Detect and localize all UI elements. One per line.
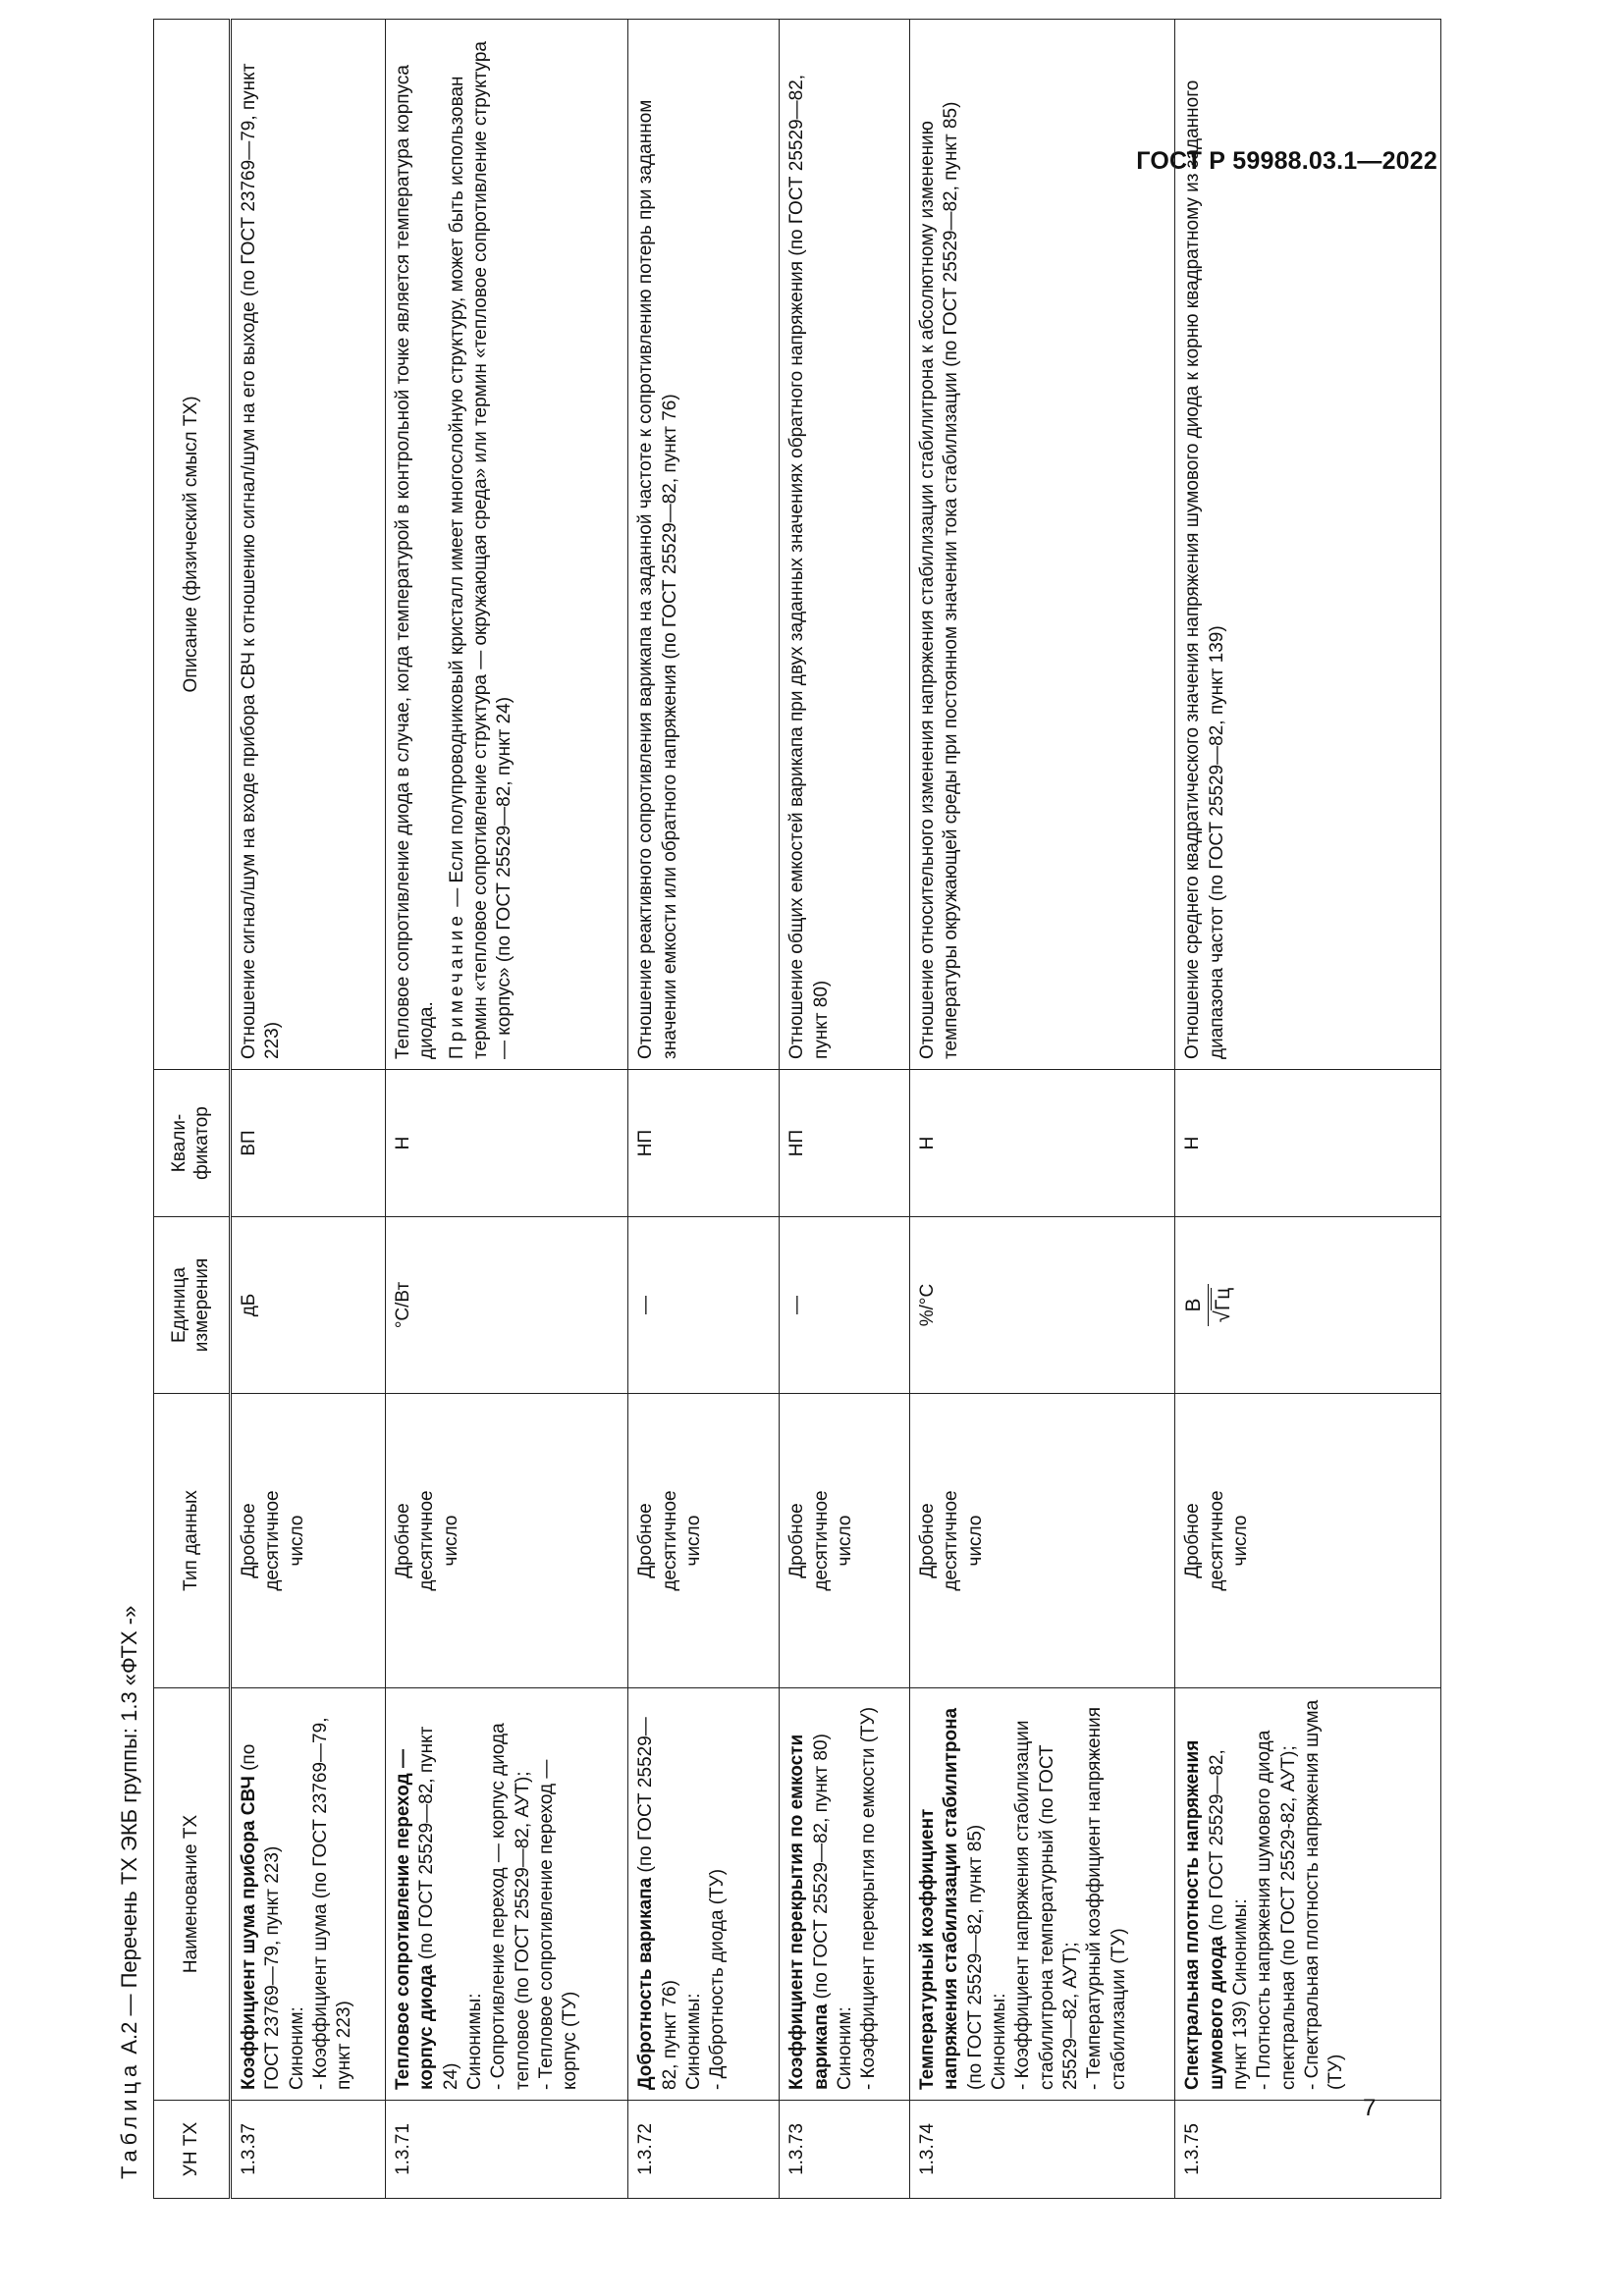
- cell-unit: дБ: [231, 1217, 386, 1394]
- cell-description: Отношение общих емкостей варикапа при двух заданных значениях обратного напряжения (по ГОСТ 25529—82, пункт 80): [780, 20, 910, 1070]
- dtype-l3: число: [440, 1515, 461, 1567]
- table-row: [386, 20, 628, 2199]
- cell-name: [628, 1688, 780, 2101]
- dtype-l1: Дробное: [786, 1503, 808, 1578]
- col-header-qualifier: [154, 1070, 231, 1217]
- cell-unit: °С/Вт: [386, 1217, 628, 1394]
- synonym-item: - Добротность диода (ТУ): [707, 1868, 729, 2090]
- cell-name: [386, 1688, 628, 2101]
- synonym-item: - Температурный коэффициент напряжения стабилизации (ТУ): [1084, 1706, 1129, 2090]
- cell-code: 1.3.37: [231, 2101, 386, 2199]
- cell-code: 1.3.72: [628, 2101, 780, 2199]
- description-note: [446, 29, 517, 1059]
- dtype-l3: число: [286, 1515, 307, 1567]
- synonym-item: - Плотность напряжения шумового диода спектральная (по ГОСТ 25529-82, АУТ);: [1254, 1730, 1299, 2090]
- note-label: Примечание: [446, 912, 467, 1059]
- cell-dtype: [1175, 1394, 1441, 1688]
- name-bold: Тепловое сопротивление переход — корпус диода: [393, 1749, 438, 2090]
- dtype-l1: Дробное: [393, 1503, 414, 1578]
- col-header-qual-l2: фикатор: [191, 1106, 212, 1180]
- col-header-qual-l1: Квали-: [169, 1113, 190, 1173]
- dtype-l3: число: [964, 1515, 986, 1567]
- synonyms-label: Синонимы:: [989, 1993, 1010, 2090]
- name-rest: (по ГОСТ 25529—82, пункт 80): [810, 1734, 832, 2004]
- cell-name: [780, 1688, 910, 2101]
- cell-dtype: [386, 1394, 628, 1688]
- cell-description: Отношение среднего квадратического значения напряжения шумового диода к корню квадратному из заданного диапазона частот (по ГОСТ 25529—82, пункт 139): [1175, 20, 1441, 1070]
- dtype-l3: число: [1230, 1515, 1252, 1567]
- cell-dtype: [628, 1394, 780, 1688]
- rotated-table-block: [108, 20, 1443, 2199]
- table-row: [1175, 20, 1441, 2199]
- unit-fraction: [1181, 1284, 1237, 1326]
- cell-dtype: [780, 1394, 910, 1688]
- cell-code: 1.3.71: [386, 2101, 628, 2199]
- unit-denominator: [1209, 1284, 1237, 1326]
- synonym-item: - Коэффициент шума (по ГОСТ 23769—79, пункт 223): [309, 1717, 355, 2090]
- name-bold: Коэффициент перекрытия по емкости варикапа: [786, 1734, 832, 2090]
- synonym-item: - Спектральная плотность напряжения шума (ТУ): [1302, 1699, 1347, 2090]
- synonyms-label: Синонимы:: [464, 1993, 486, 2090]
- col-header-unit-l2: измерения: [191, 1257, 212, 1353]
- dtype-l2: десятичное: [810, 1490, 832, 1591]
- synonyms-label: Синоним:: [286, 2006, 307, 2090]
- cell-description: [386, 20, 628, 1070]
- description-text: Тепловое сопротивление диода в случае, когда температурой в контрольной точке является температура корпуса диода.: [393, 65, 438, 1059]
- table-caption: [108, 1606, 151, 2179]
- cell-unit: [1175, 1217, 1441, 1394]
- unit-denominator-arg: Гц: [1212, 1287, 1235, 1311]
- synonym-item: - Коэффициент перекрытия по емкости (ТУ): [858, 1706, 880, 2090]
- synonym-item: - Сопротивление переход — корпус диода тепловое (по ГОСТ 25529—82, АУТ);: [488, 1723, 533, 2090]
- dtype-l1: Дробное: [1182, 1503, 1204, 1578]
- synonym-item: - Тепловое сопротивление переход — корпус (ТУ): [535, 1759, 581, 2090]
- name-rest: (по ГОСТ 25529—82, пункт 24): [416, 1726, 461, 2090]
- table-header-row: [154, 20, 231, 2199]
- cell-description: Отношение относительного изменения напряжения стабилизации стабилитрона к абсолютному изменению температуры окружающей среды при постоянном значении тока стабилизации (по ГОСТ 25529—82, пункт 85): [910, 20, 1175, 1070]
- dtype-l3: число: [682, 1515, 704, 1567]
- cell-name: [910, 1688, 1175, 2101]
- cell-code: 1.3.73: [780, 2101, 910, 2199]
- col-header-dtype: Тип данных: [154, 1394, 231, 1688]
- cell-qualifier: Н: [910, 1070, 1175, 1217]
- cell-name: [1175, 1688, 1441, 2101]
- page-number: 7: [1363, 2095, 1377, 2121]
- synonyms-label: Синонимы:: [682, 1993, 704, 2090]
- name-bold: Добротность варикапа: [635, 1877, 657, 2090]
- synonyms-label: Синоним:: [834, 2006, 855, 2090]
- name-rest: (по ГОСТ 23769—79, пункт 223): [239, 1743, 284, 2090]
- note-text: — Если полупроводниковый кристалл имеет многослойную структуру, может быть использован термин «тепловое сопротивление структура — окружающая среда» или термин «тепловое сопротивление структура — корпус» (по ГОСТ 25529—82, пункт 24): [446, 41, 515, 1059]
- cell-description: Отношение сигнал/шум на входе прибора СВЧ к отношению сигнал/шум на его выходе (по ГОСТ 23769—79, пункт 223): [231, 20, 386, 1070]
- dtype-l2: десятичное: [1206, 1490, 1227, 1591]
- name-rest: (по ГОСТ 25529—82, пункт 76): [635, 1717, 680, 2090]
- name-bold: Спектральная плотность напряжения шумового диода: [1182, 1739, 1227, 2090]
- cell-unit: —: [628, 1217, 780, 1394]
- cell-qualifier: Н: [1175, 1070, 1441, 1217]
- table-row: [231, 20, 386, 2199]
- col-header-unit-l1: Единица: [169, 1267, 190, 1343]
- cell-unit: %/°С: [910, 1217, 1175, 1394]
- col-header-code: УН ТХ: [154, 2101, 231, 2199]
- cell-dtype: [231, 1394, 386, 1688]
- name-rest: (по ГОСТ 25529—82, пункт 139) Синонимы:: [1206, 1749, 1252, 2090]
- dtype-l1: Дробное: [917, 1503, 939, 1578]
- table-row: [628, 20, 780, 2199]
- dtype-l2: десятичное: [941, 1490, 962, 1591]
- name-rest: (по ГОСТ 25529—82, пункт 85): [964, 1824, 986, 2090]
- dtype-l1: Дробное: [239, 1503, 259, 1578]
- dtype-l2: десятичное: [416, 1490, 438, 1591]
- table-row: [780, 20, 910, 2199]
- col-header-description: Описание (физический смысл ТХ): [154, 20, 231, 1070]
- caption-label: Таблица: [117, 2059, 141, 2179]
- dtype-l2: десятичное: [659, 1490, 680, 1591]
- caption-text: А.2 — Перечень ТХ ЭКБ группы: 1.3 «ФТХ -»: [117, 1605, 141, 2060]
- document-code: ГОСТ Р 59988.03.1—2022: [1136, 147, 1437, 175]
- dtype-l2: десятичное: [262, 1490, 284, 1591]
- table-row: [910, 20, 1175, 2199]
- cell-qualifier: ВП: [231, 1070, 386, 1217]
- characteristics-table: [153, 19, 1441, 2199]
- cell-qualifier: НП: [780, 1070, 910, 1217]
- synonym-item: - Коэффициент напряжения стабилизации стабилитрона температурный (по ГОСТ 25529—82, АУТ);: [1012, 1720, 1081, 2090]
- cell-unit: —: [780, 1217, 910, 1394]
- sqrt-icon: √: [1210, 1310, 1235, 1323]
- cell-qualifier: Н: [386, 1070, 628, 1217]
- dtype-l3: число: [834, 1515, 855, 1567]
- name-bold: Коэффициент шума прибора СВЧ: [239, 1776, 259, 2090]
- cell-dtype: [910, 1394, 1175, 1688]
- cell-description: Отношение реактивного сопротивления варикапа на заданной частоте к сопротивлению потерь при заданном значении емкости или обратного напряжения (по ГОСТ 25529—82, пункт 76): [628, 20, 780, 1070]
- cell-qualifier: НП: [628, 1070, 780, 1217]
- unit-numerator: В: [1181, 1284, 1209, 1326]
- cell-code: 1.3.75: [1175, 2101, 1441, 2199]
- dtype-l1: Дробное: [635, 1503, 657, 1578]
- cell-name: [231, 1688, 386, 2101]
- col-header-unit: [154, 1217, 231, 1394]
- name-bold: Температурный коэффициент напряжения стабилизации стабилитрона: [917, 1707, 962, 2090]
- col-header-name: Наименование ТХ: [154, 1688, 231, 2101]
- cell-code: 1.3.74: [910, 2101, 1175, 2199]
